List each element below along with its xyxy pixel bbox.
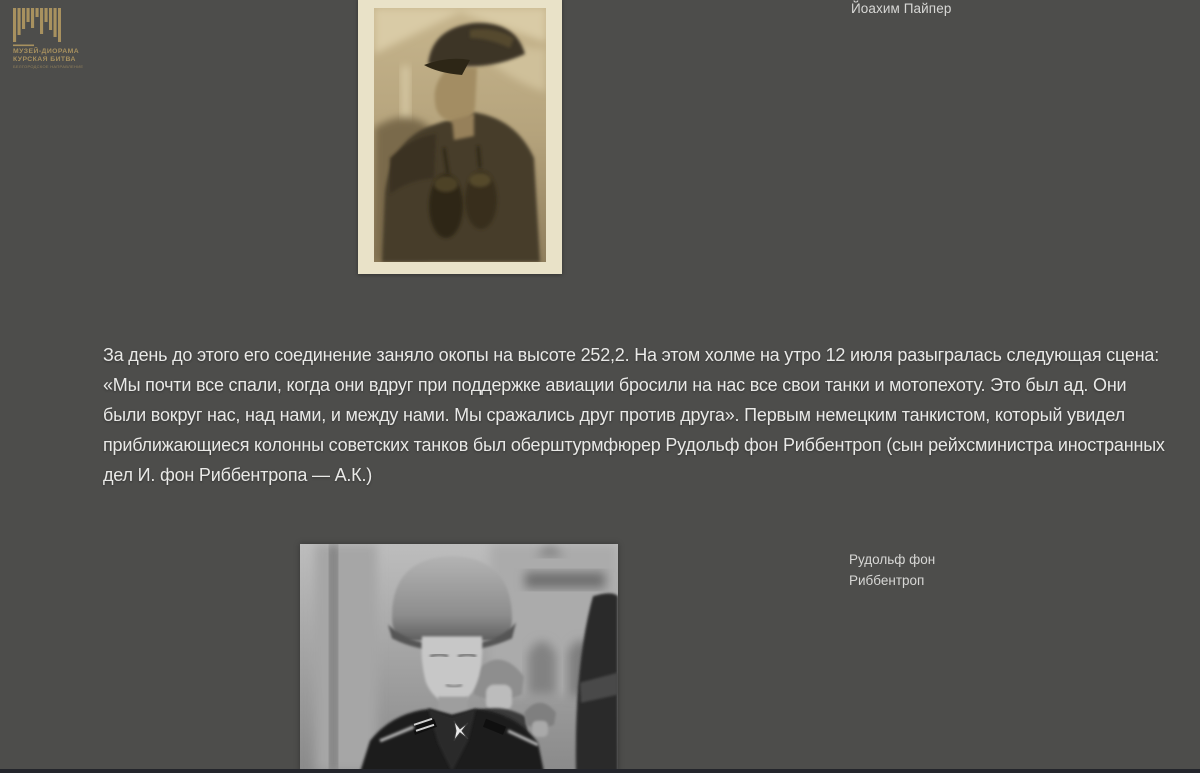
museum-logo-subtitle: БЕЛГОРОДСКОЕ НАПРАВЛЕНИЕ [13, 64, 84, 70]
caption-rudolf-line1: Рудольф фон [849, 552, 936, 567]
museum-logo[interactable] [13, 8, 133, 70]
museum-logo-title-line2: КУРСКАЯ БИТВА [13, 56, 76, 64]
caption-rudolf-von-ribbentrop [849, 549, 935, 591]
photo-joachim-peiper [358, 0, 562, 274]
main-paragraph: За день до этого его соединение заняло окопы на высоте 252,2. На этом холме на утро 12 июля разыгралась следующая сцена: «Мы почти все спали, когда они вдруг при поддержке авиации бросили на нас все свои танки и мотопехоту. Это был ад. Они были вокруг нас, над нами, и между нами. Мы сражались друг против друга». Первым немецким танкистом, который увидел приближающиеся колонны советских танков был оберштурмфюрер Рудольф фон Риббентроп (сын рейхсминистра иностранных дел И. фон Риббентропа — А.К.) [103, 345, 1165, 485]
bottom-edge-bar [0, 769, 1200, 773]
caption-rudolf-line2: Риббентроп [849, 573, 925, 588]
photo-rudolf-von-ribbentrop [300, 544, 618, 772]
caption-joachim-peiper: Йоахим Пайпер [851, 1, 952, 16]
museum-logo-icon [13, 8, 133, 48]
museum-logo-title-line1: МУЗЕЙ-ДИОРАМА [13, 48, 80, 55]
